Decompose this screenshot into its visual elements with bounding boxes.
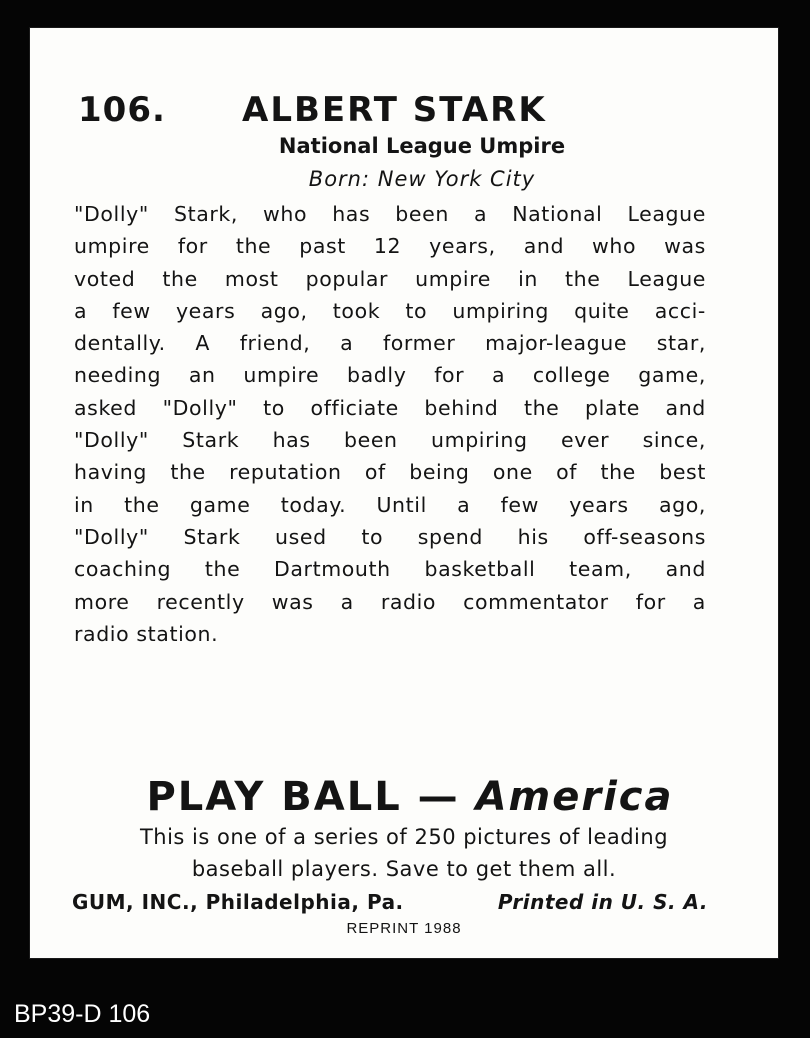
player-role: National League Umpire bbox=[278, 134, 566, 158]
card-header bbox=[78, 90, 738, 136]
play-ball-text: PLAY BALL — bbox=[146, 774, 460, 820]
publisher-row bbox=[72, 890, 708, 918]
bio-line: needing an umpire badly for a college game, bbox=[74, 363, 706, 388]
bio-line: having the reputation of being one of the best bbox=[74, 460, 706, 485]
america-text: America bbox=[475, 774, 674, 820]
image-caption: BP39-D 106 bbox=[14, 1000, 151, 1028]
bio-line: radio station. bbox=[74, 621, 219, 646]
publisher: GUM, INC., Philadelphia, Pa. bbox=[72, 890, 404, 914]
bio-line: more recently was a radio commentator for a bbox=[74, 589, 706, 614]
baseball-card-back bbox=[30, 28, 778, 958]
player-name: ALBERT STARK bbox=[242, 90, 547, 130]
series-note-line-1: This is one of a series of 250 pictures of leading bbox=[139, 825, 669, 849]
bio-line: "Dolly" Stark has been umpiring ever since, bbox=[74, 428, 706, 453]
bio-line: dentally. A friend, a former major-league star, bbox=[74, 331, 706, 356]
bio-line: coaching the Dartmouth basketball team, and bbox=[74, 557, 706, 582]
series-note-line-2: baseball players. Save to get them all. bbox=[191, 857, 617, 881]
card-number: 106. bbox=[78, 90, 166, 130]
bio-line: in the game today. Until a few years ago, bbox=[74, 492, 706, 517]
play-ball-heading bbox=[30, 774, 778, 820]
bio-line: "Dolly" Stark, who has been a National League bbox=[74, 202, 706, 226]
bio-line: umpire for the past 12 years, and who was bbox=[74, 234, 706, 259]
birthplace: Born: New York City bbox=[308, 167, 536, 191]
bio-line: a few years ago, took to umpiring quite acci- bbox=[74, 298, 706, 323]
bio-line: "Dolly" Stark used to spend his off-seasons bbox=[74, 524, 706, 549]
reprint-note: REPRINT 1988 bbox=[346, 920, 462, 937]
biography bbox=[74, 198, 706, 650]
bio-line: voted the most popular umpire in the League bbox=[74, 266, 706, 291]
bio-line: asked "Dolly" to officiate behind the plate and bbox=[74, 395, 706, 420]
printed-in: Printed in U. S. A. bbox=[497, 890, 708, 914]
